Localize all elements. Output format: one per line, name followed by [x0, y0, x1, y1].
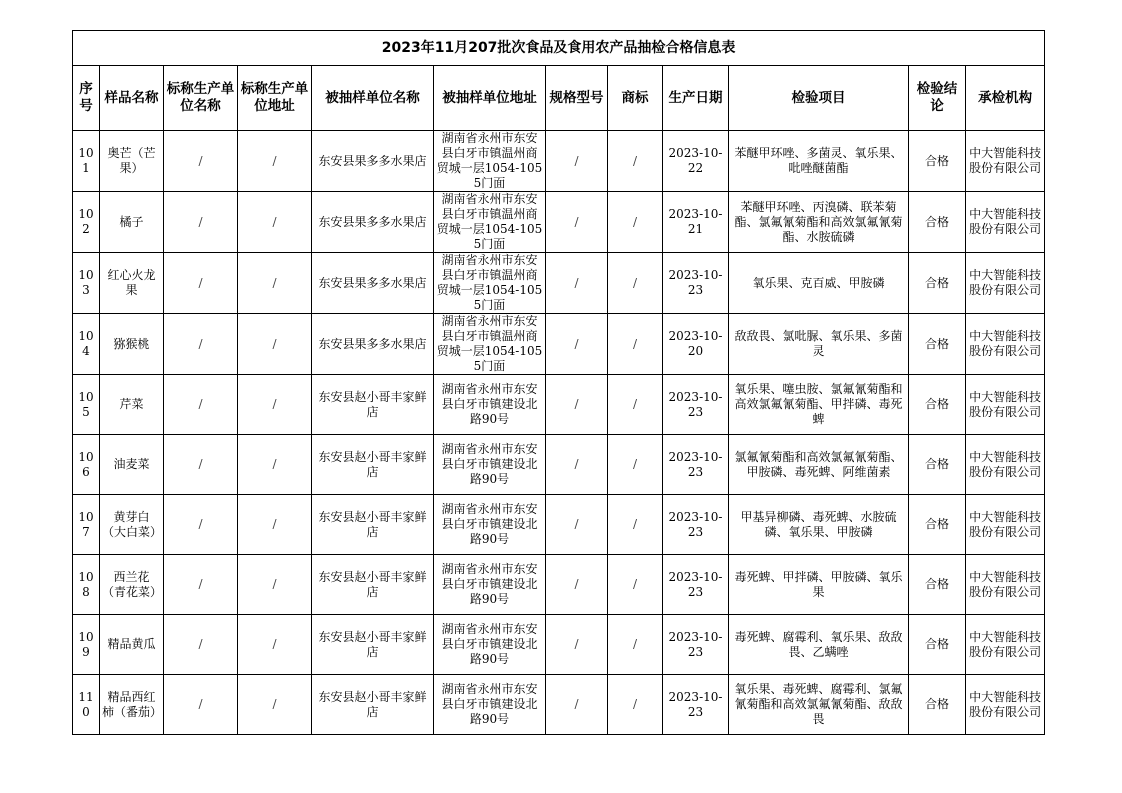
table-row	[73, 615, 1045, 675]
cell-sampled-unit-name: 东安县果多多水果店	[312, 314, 434, 375]
cell-sample-name: 油麦菜	[100, 435, 164, 495]
cell-manufacturer-name: /	[164, 615, 238, 675]
cell-brand: /	[608, 192, 663, 253]
cell-no: 104	[73, 314, 100, 375]
cell-production-date: 2023-10-22	[663, 131, 729, 192]
cell-sample-name: 橘子	[100, 192, 164, 253]
cell-lab: 中大智能科技股份有限公司	[966, 555, 1045, 615]
cell-manufacturer-address: /	[238, 192, 312, 253]
cell-lab: 中大智能科技股份有限公司	[966, 192, 1045, 253]
cell-test-items: 氧乐果、毒死蜱、腐霉利、氯氟氰菊酯和高效氯氟氰菊酯、敌敌畏	[729, 675, 909, 735]
cell-production-date: 2023-10-23	[663, 375, 729, 435]
cell-brand: /	[608, 615, 663, 675]
header-manufacturer-name: 标称生产单位名称	[164, 66, 238, 131]
table-row	[73, 253, 1045, 314]
cell-result: 合格	[909, 253, 966, 314]
cell-spec: /	[546, 131, 608, 192]
cell-sample-name: 芹菜	[100, 375, 164, 435]
cell-brand: /	[608, 375, 663, 435]
cell-manufacturer-address: /	[238, 555, 312, 615]
header-sample-name: 样品名称	[100, 66, 164, 131]
cell-production-date: 2023-10-23	[663, 555, 729, 615]
cell-spec: /	[546, 615, 608, 675]
cell-test-items: 苯醚甲环唑、多菌灵、氧乐果、吡唑醚菌酯	[729, 131, 909, 192]
cell-spec: /	[546, 192, 608, 253]
cell-production-date: 2023-10-23	[663, 495, 729, 555]
cell-production-date: 2023-10-20	[663, 314, 729, 375]
cell-sample-name: 黄芽白（大白菜）	[100, 495, 164, 555]
header-production-date: 生产日期	[663, 66, 729, 131]
cell-production-date: 2023-10-23	[663, 253, 729, 314]
cell-no: 101	[73, 131, 100, 192]
cell-spec: /	[546, 375, 608, 435]
cell-sampled-unit-address: 湖南省永州市东安县白牙市镇建设北路90号	[434, 495, 546, 555]
cell-spec: /	[546, 253, 608, 314]
cell-sampled-unit-name: 东安县果多多水果店	[312, 253, 434, 314]
cell-no: 110	[73, 675, 100, 735]
cell-manufacturer-name: /	[164, 192, 238, 253]
title-row	[73, 31, 1045, 66]
cell-brand: /	[608, 495, 663, 555]
cell-sampled-unit-name: 东安县赵小哥丰家鲜店	[312, 435, 434, 495]
table-row	[73, 675, 1045, 735]
cell-sampled-unit-name: 东安县赵小哥丰家鲜店	[312, 615, 434, 675]
cell-result: 合格	[909, 192, 966, 253]
table-row	[73, 375, 1045, 435]
cell-spec: /	[546, 495, 608, 555]
cell-sampled-unit-address: 湖南省永州市东安县白牙市镇建设北路90号	[434, 555, 546, 615]
header-brand: 商标	[608, 66, 663, 131]
cell-result: 合格	[909, 375, 966, 435]
cell-test-items: 毒死蜱、腐霉利、氧乐果、敌敌畏、乙螨唑	[729, 615, 909, 675]
table-row	[73, 435, 1045, 495]
cell-sampled-unit-name: 东安县赵小哥丰家鲜店	[312, 555, 434, 615]
cell-manufacturer-address: /	[238, 131, 312, 192]
cell-production-date: 2023-10-21	[663, 192, 729, 253]
table-row	[73, 495, 1045, 555]
header-manufacturer-address: 标称生产单位地址	[238, 66, 312, 131]
cell-test-items: 氯氟氰菊酯和高效氯氟氰菊酯、甲胺磷、毒死蜱、阿维菌素	[729, 435, 909, 495]
cell-lab: 中大智能科技股份有限公司	[966, 495, 1045, 555]
cell-lab: 中大智能科技股份有限公司	[966, 253, 1045, 314]
table-title: 2023年11月207批次食品及食用农产品抽检合格信息表	[73, 31, 1045, 66]
cell-lab: 中大智能科技股份有限公司	[966, 131, 1045, 192]
cell-manufacturer-name: /	[164, 253, 238, 314]
header-lab: 承检机构	[966, 66, 1045, 131]
cell-test-items: 甲基异柳磷、毒死蜱、水胺硫磷、氧乐果、甲胺磷	[729, 495, 909, 555]
cell-sampled-unit-address: 湖南省永州市东安县白牙市镇建设北路90号	[434, 675, 546, 735]
cell-sampled-unit-name: 东安县果多多水果店	[312, 192, 434, 253]
cell-sampled-unit-address: 湖南省永州市东安县白牙市镇建设北路90号	[434, 375, 546, 435]
cell-brand: /	[608, 131, 663, 192]
cell-manufacturer-name: /	[164, 675, 238, 735]
cell-spec: /	[546, 555, 608, 615]
cell-manufacturer-name: /	[164, 314, 238, 375]
table-row	[73, 314, 1045, 375]
cell-sampled-unit-name: 东安县赵小哥丰家鲜店	[312, 375, 434, 435]
header-test-items: 检验项目	[729, 66, 909, 131]
cell-sampled-unit-address: 湖南省永州市东安县白牙市镇温州商贸城一层1054-1055门面	[434, 131, 546, 192]
cell-sample-name: 西兰花（青花菜）	[100, 555, 164, 615]
cell-no: 107	[73, 495, 100, 555]
cell-sampled-unit-address: 湖南省永州市东安县白牙市镇温州商贸城一层1054-1055门面	[434, 192, 546, 253]
header-row	[73, 66, 1045, 131]
cell-result: 合格	[909, 495, 966, 555]
table-row	[73, 555, 1045, 615]
cell-spec: /	[546, 435, 608, 495]
cell-spec: /	[546, 675, 608, 735]
cell-production-date: 2023-10-23	[663, 435, 729, 495]
cell-sample-name: 红心火龙果	[100, 253, 164, 314]
cell-test-items: 苯醚甲环唑、丙溴磷、联苯菊酯、氯氟氰菊酯和高效氯氟氰菊酯、水胺硫磷	[729, 192, 909, 253]
header-no: 序号	[73, 66, 100, 131]
cell-sample-name: 奥芒（芒果）	[100, 131, 164, 192]
cell-sampled-unit-address: 湖南省永州市东安县白牙市镇建设北路90号	[434, 615, 546, 675]
cell-manufacturer-name: /	[164, 375, 238, 435]
cell-lab: 中大智能科技股份有限公司	[966, 375, 1045, 435]
cell-no: 108	[73, 555, 100, 615]
cell-sampled-unit-address: 湖南省永州市东安县白牙市镇建设北路90号	[434, 435, 546, 495]
cell-test-items: 敌敌畏、氯吡脲、氧乐果、多菌灵	[729, 314, 909, 375]
cell-lab: 中大智能科技股份有限公司	[966, 615, 1045, 675]
cell-brand: /	[608, 675, 663, 735]
cell-sampled-unit-name: 东安县赵小哥丰家鲜店	[312, 495, 434, 555]
cell-brand: /	[608, 435, 663, 495]
cell-result: 合格	[909, 675, 966, 735]
cell-test-items: 氧乐果、噻虫胺、氯氟氰菊酯和高效氯氟氰菊酯、甲拌磷、毒死蜱	[729, 375, 909, 435]
cell-production-date: 2023-10-23	[663, 675, 729, 735]
cell-manufacturer-address: /	[238, 495, 312, 555]
header-sampled-unit-address: 被抽样单位地址	[434, 66, 546, 131]
cell-brand: /	[608, 253, 663, 314]
cell-manufacturer-name: /	[164, 555, 238, 615]
cell-no: 106	[73, 435, 100, 495]
header-spec: 规格型号	[546, 66, 608, 131]
cell-manufacturer-name: /	[164, 435, 238, 495]
inspection-table	[72, 30, 1045, 735]
cell-brand: /	[608, 555, 663, 615]
cell-manufacturer-address: /	[238, 675, 312, 735]
cell-lab: 中大智能科技股份有限公司	[966, 314, 1045, 375]
cell-manufacturer-name: /	[164, 131, 238, 192]
cell-manufacturer-address: /	[238, 375, 312, 435]
cell-sample-name: 精品西红柿（番茄）	[100, 675, 164, 735]
cell-no: 109	[73, 615, 100, 675]
cell-result: 合格	[909, 314, 966, 375]
cell-manufacturer-address: /	[238, 314, 312, 375]
cell-lab: 中大智能科技股份有限公司	[966, 435, 1045, 495]
cell-production-date: 2023-10-23	[663, 615, 729, 675]
cell-manufacturer-address: /	[238, 615, 312, 675]
cell-no: 103	[73, 253, 100, 314]
cell-no: 105	[73, 375, 100, 435]
table-row	[73, 131, 1045, 192]
cell-sampled-unit-address: 湖南省永州市东安县白牙市镇温州商贸城一层1054-1055门面	[434, 314, 546, 375]
cell-sampled-unit-name: 东安县果多多水果店	[312, 131, 434, 192]
cell-brand: /	[608, 314, 663, 375]
cell-result: 合格	[909, 131, 966, 192]
cell-result: 合格	[909, 435, 966, 495]
cell-test-items: 氧乐果、克百威、甲胺磷	[729, 253, 909, 314]
cell-spec: /	[546, 314, 608, 375]
cell-sample-name: 猕猴桃	[100, 314, 164, 375]
cell-sampled-unit-address: 湖南省永州市东安县白牙市镇温州商贸城一层1054-1055门面	[434, 253, 546, 314]
cell-lab: 中大智能科技股份有限公司	[966, 675, 1045, 735]
header-result: 检验结论	[909, 66, 966, 131]
cell-result: 合格	[909, 615, 966, 675]
table-row	[73, 192, 1045, 253]
header-sampled-unit-name: 被抽样单位名称	[312, 66, 434, 131]
cell-sample-name: 精品黄瓜	[100, 615, 164, 675]
cell-manufacturer-address: /	[238, 435, 312, 495]
cell-manufacturer-name: /	[164, 495, 238, 555]
cell-result: 合格	[909, 555, 966, 615]
cell-no: 102	[73, 192, 100, 253]
cell-sampled-unit-name: 东安县赵小哥丰家鲜店	[312, 675, 434, 735]
cell-test-items: 毒死蜱、甲拌磷、甲胺磷、氧乐果	[729, 555, 909, 615]
cell-manufacturer-address: /	[238, 253, 312, 314]
